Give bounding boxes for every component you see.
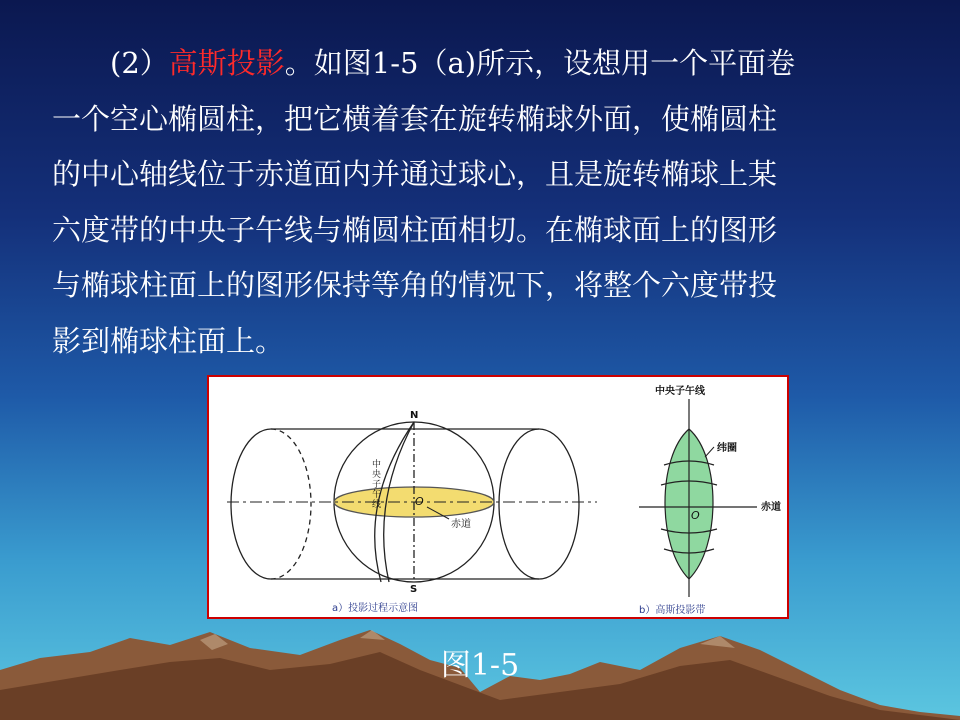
equator-label-a: 赤道 — [451, 519, 471, 530]
line1-rest: 。如图1-5（a)所示，设想用一个平面卷 — [284, 46, 796, 80]
center-label-b: O — [691, 509, 700, 522]
panel-a-drawing — [227, 422, 597, 582]
cylinder-left-front — [231, 429, 271, 579]
subcaption-a: a）投影过程示意图 — [332, 603, 419, 614]
cylinder-right-end — [499, 429, 579, 579]
item-number: (2） — [110, 46, 169, 80]
south-label: S — [410, 584, 418, 595]
text-line-6: 影到椭球柱面上。 — [52, 323, 285, 358]
text-line-1 — [52, 36, 912, 92]
term-highlight: 高斯投影 — [168, 46, 285, 80]
figure-panel — [207, 375, 789, 619]
parallel-pointer — [705, 447, 714, 457]
subcaption-b: b）高斯投影带 — [639, 605, 706, 616]
text-line-4: 六度带的中央子午线与椭圆柱面相切。在椭球面上的图形 — [52, 212, 778, 247]
figure-caption: 图1-5 — [440, 648, 520, 683]
panel-b-drawing — [639, 399, 757, 597]
text-line-2: 一个空心椭圆柱，把它横着套在旋转椭球外面，使椭圆柱 — [52, 101, 778, 136]
meridian-label-b: 中央子午线 — [655, 386, 705, 397]
north-label: N — [410, 410, 419, 421]
cylinder-left-back — [271, 429, 311, 579]
text-line-5: 与椭球柱面上的图形保持等角的情况下，将整个六度带投 — [52, 268, 778, 302]
parallel-label: 纬圈 — [717, 443, 737, 454]
slide-body-text — [52, 36, 912, 369]
equator-label-b: 赤道 — [761, 502, 781, 513]
projection-diagram — [209, 377, 787, 617]
text-line-3: 的中心轴线位于赤道面内并通过球心，且是旋转椭球上某 — [52, 157, 778, 191]
meridian-label-a: 中央子午线 — [370, 459, 380, 509]
center-label-a: O — [415, 495, 424, 508]
